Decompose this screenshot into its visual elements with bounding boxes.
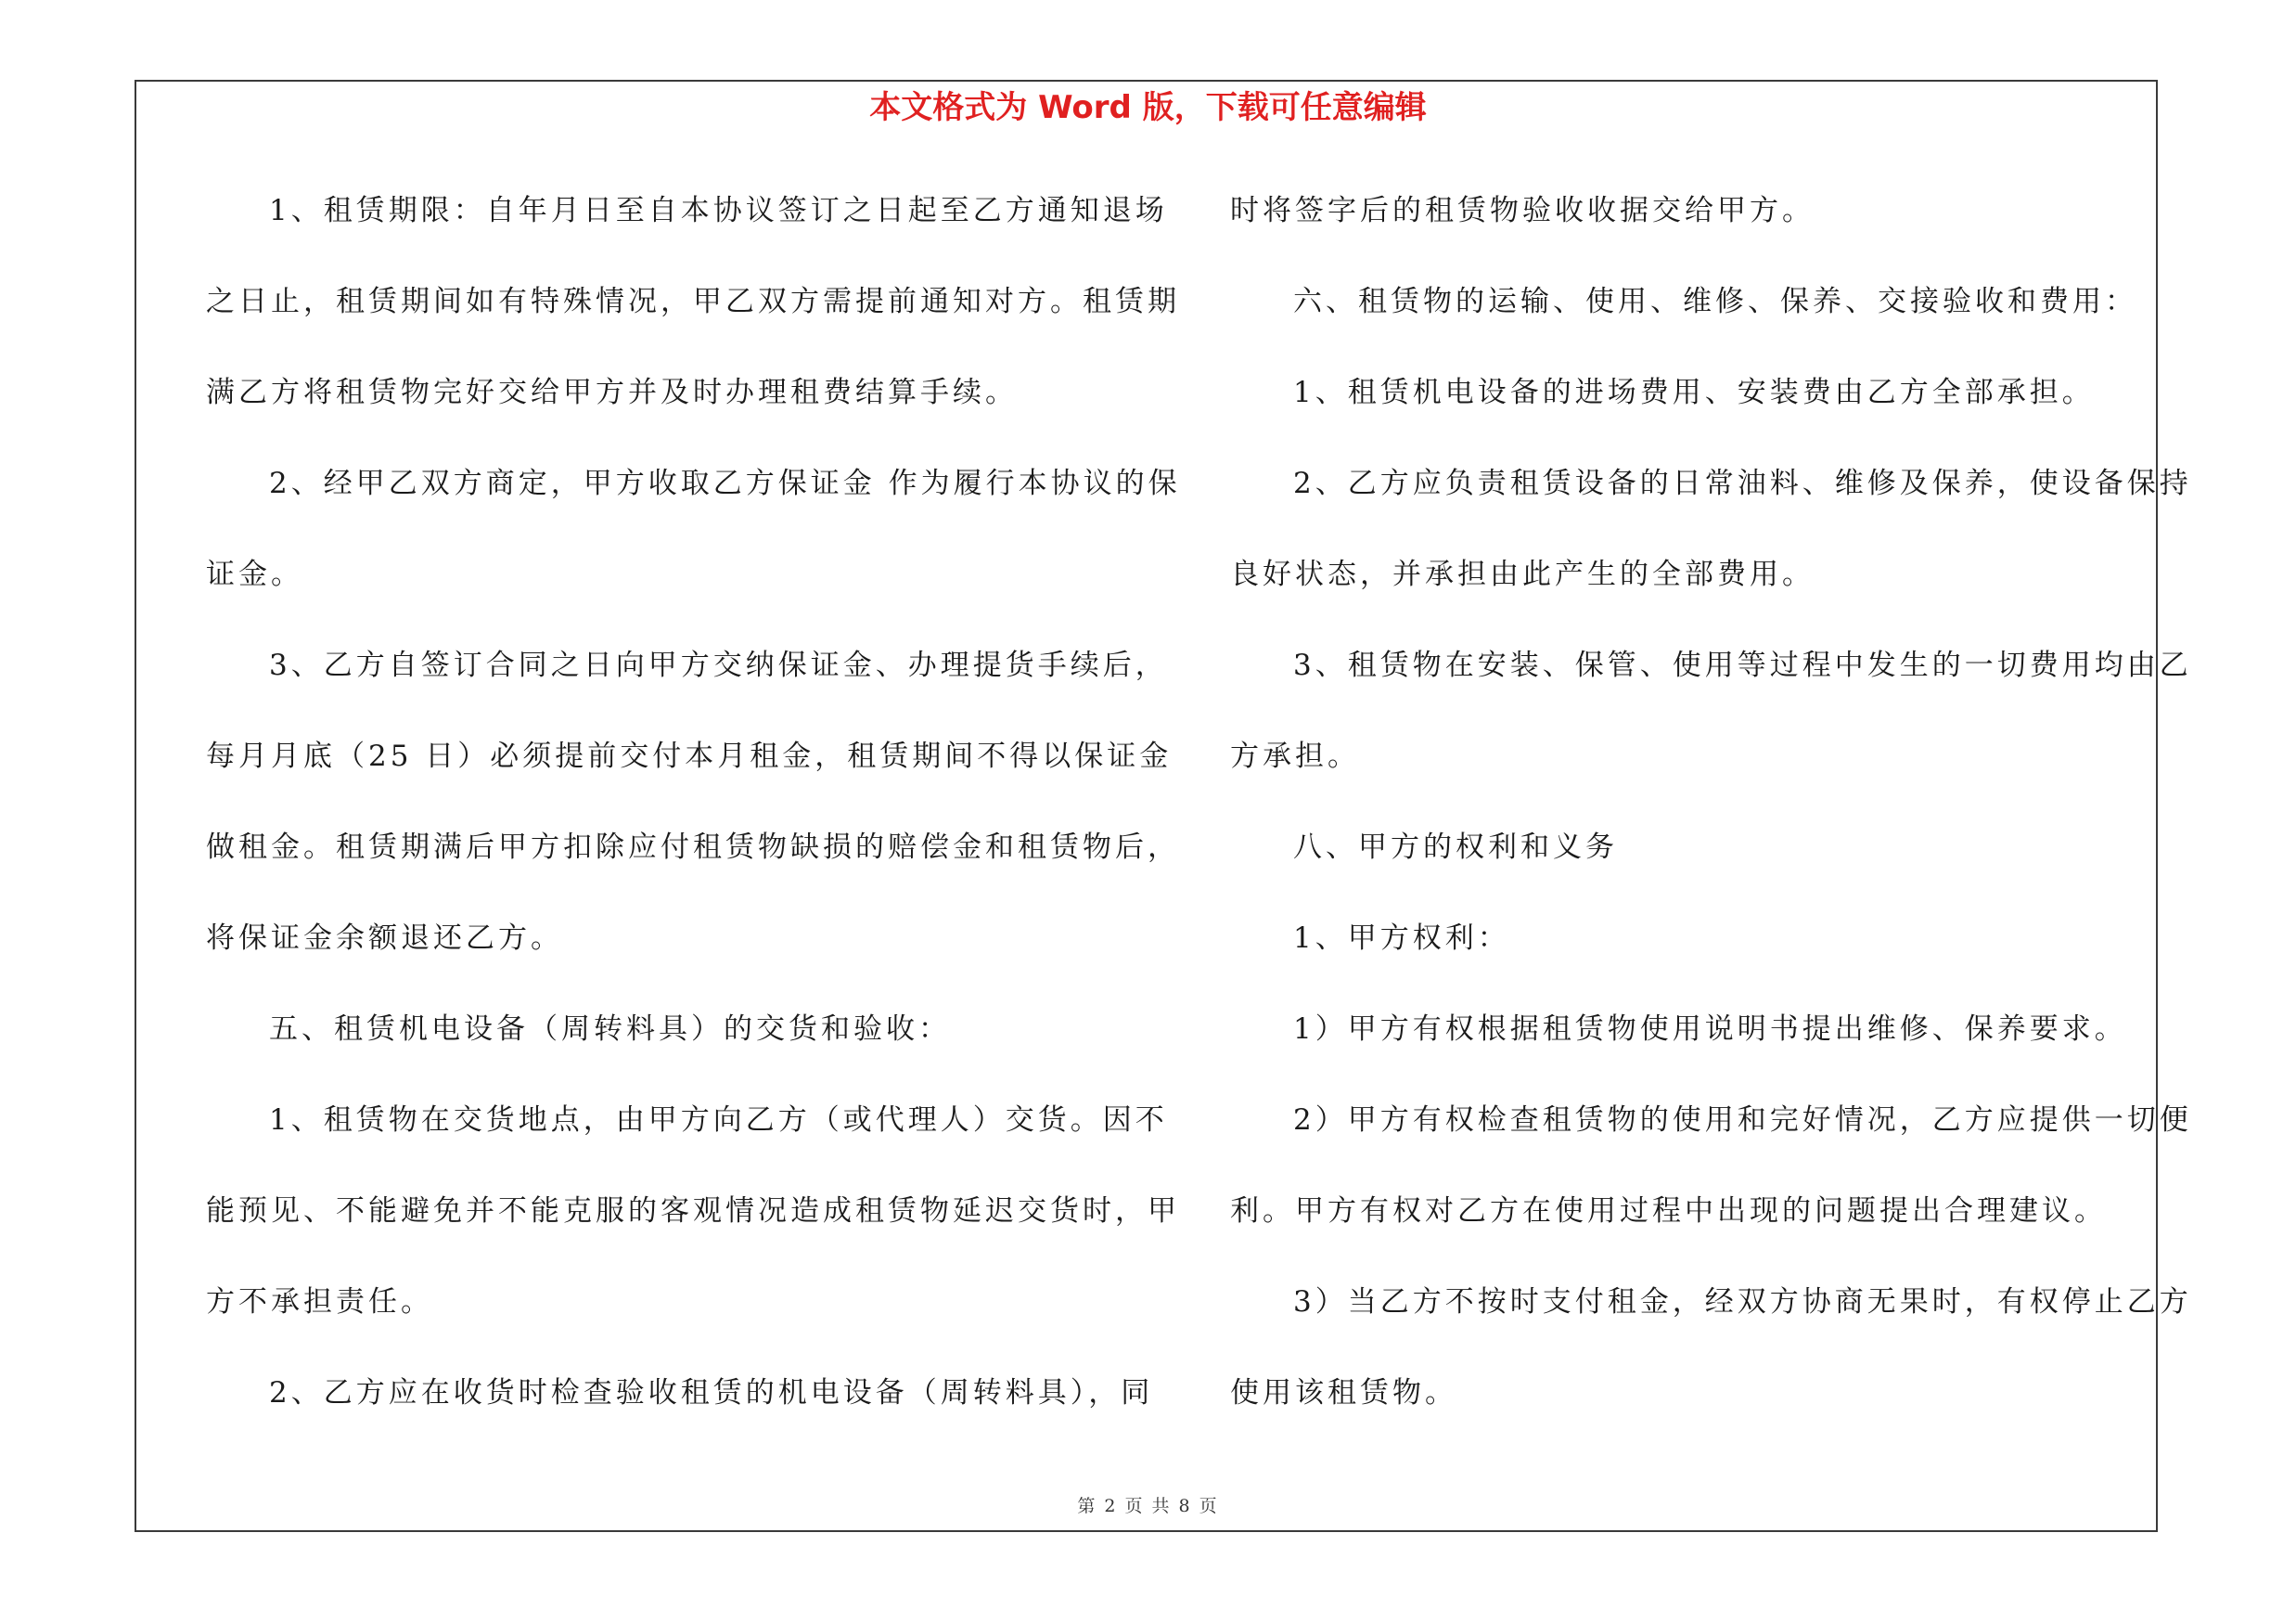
- paragraph-line: 方不承担责任。: [206, 1285, 433, 1319]
- section-heading: 六、租赁物的运输、使用、维修、保养、交接验收和费用：: [1293, 285, 2137, 318]
- paragraph-line: 1、租赁机电设备的进场费用、安装费由乙方全部承担。: [1293, 376, 2095, 409]
- left-column: [206, 186, 1181, 1459]
- paragraph-line: 2、乙方应负责租赁设备的日常油料、维修及保养，使设备保持: [1293, 467, 2192, 500]
- paragraph-line: 1、租赁物在交货地点，由甲方向乙方（或代理人）交货。因不: [269, 1103, 1168, 1137]
- paragraph-line: 使用该租赁物。: [1230, 1376, 1457, 1410]
- format-notice-banner: 本文格式为 Word 版，下载可任意编辑: [869, 89, 1427, 126]
- paragraph-line: 证金。: [206, 558, 303, 591]
- paragraph-line: 之日止，租赁期间如有特殊情况，甲乙双方需提前通知对方。租赁期: [206, 285, 1180, 318]
- paragraph-line: 3、租赁物在安装、保管、使用等过程中发生的一切费用均由乙: [1293, 649, 2192, 682]
- paragraph-line: 每月月底（25 日）必须提前交付本月租金，租赁期间不得以保证金: [206, 740, 1173, 773]
- section-heading: 五、租赁机电设备（周转料具）的交货和验收：: [269, 1012, 951, 1046]
- paragraph-line: 2）甲方有权检查租赁物的使用和完好情况，乙方应提供一切便: [1293, 1103, 2192, 1137]
- section-heading: 八、甲方的权利和义务: [1293, 831, 1618, 864]
- paragraph-line: 将保证金余额退还乙方。: [206, 921, 563, 955]
- paragraph-line: 1、租赁期限：自年月日至自本协议签订之日起至乙方通知退场: [269, 194, 1168, 227]
- paragraph-line: 3、乙方自签订合同之日向甲方交纳保证金、办理提货手续后，: [269, 649, 1168, 682]
- paragraph-line: 2、乙方应在收货时检查验收租赁的机电设备（周转料具），同: [269, 1376, 1154, 1410]
- paragraph-line: 1）甲方有权根据租赁物使用说明书提出维修、保养要求。: [1293, 1012, 2127, 1046]
- paragraph-line: 2、经甲乙双方商定，甲方收取乙方保证金 作为履行本协议的保: [269, 467, 1181, 500]
- paragraph-line: 满乙方将租赁物完好交给甲方并及时办理租费结算手续。: [206, 376, 1018, 409]
- paragraph-line: 能预见、不能避免并不能克服的客观情况造成租赁物延迟交货时，甲: [206, 1194, 1180, 1228]
- paragraph-line: 良好状态，并承担由此产生的全部费用。: [1230, 558, 1815, 591]
- paragraph-line: 时将签字后的租赁物验收收据交给甲方。: [1230, 194, 1815, 227]
- paragraph-line: 方承担。: [1230, 740, 1360, 773]
- paragraph-line: 利。甲方有权对乙方在使用过程中出现的问题提出合理建议。: [1230, 1194, 2107, 1228]
- page-number-footer: 第 2 页 共 8 页: [1077, 1496, 1219, 1516]
- paragraph-line: 1、甲方权利：: [1293, 921, 1510, 955]
- paragraph-line: 做租金。租赁期满后甲方扣除应付租赁物缺损的赔偿金和租赁物后，: [206, 831, 1180, 864]
- right-column: [1230, 186, 2192, 1459]
- paragraph-line: 3）当乙方不按时支付租金，经双方协商无果时，有权停止乙方: [1293, 1285, 2192, 1319]
